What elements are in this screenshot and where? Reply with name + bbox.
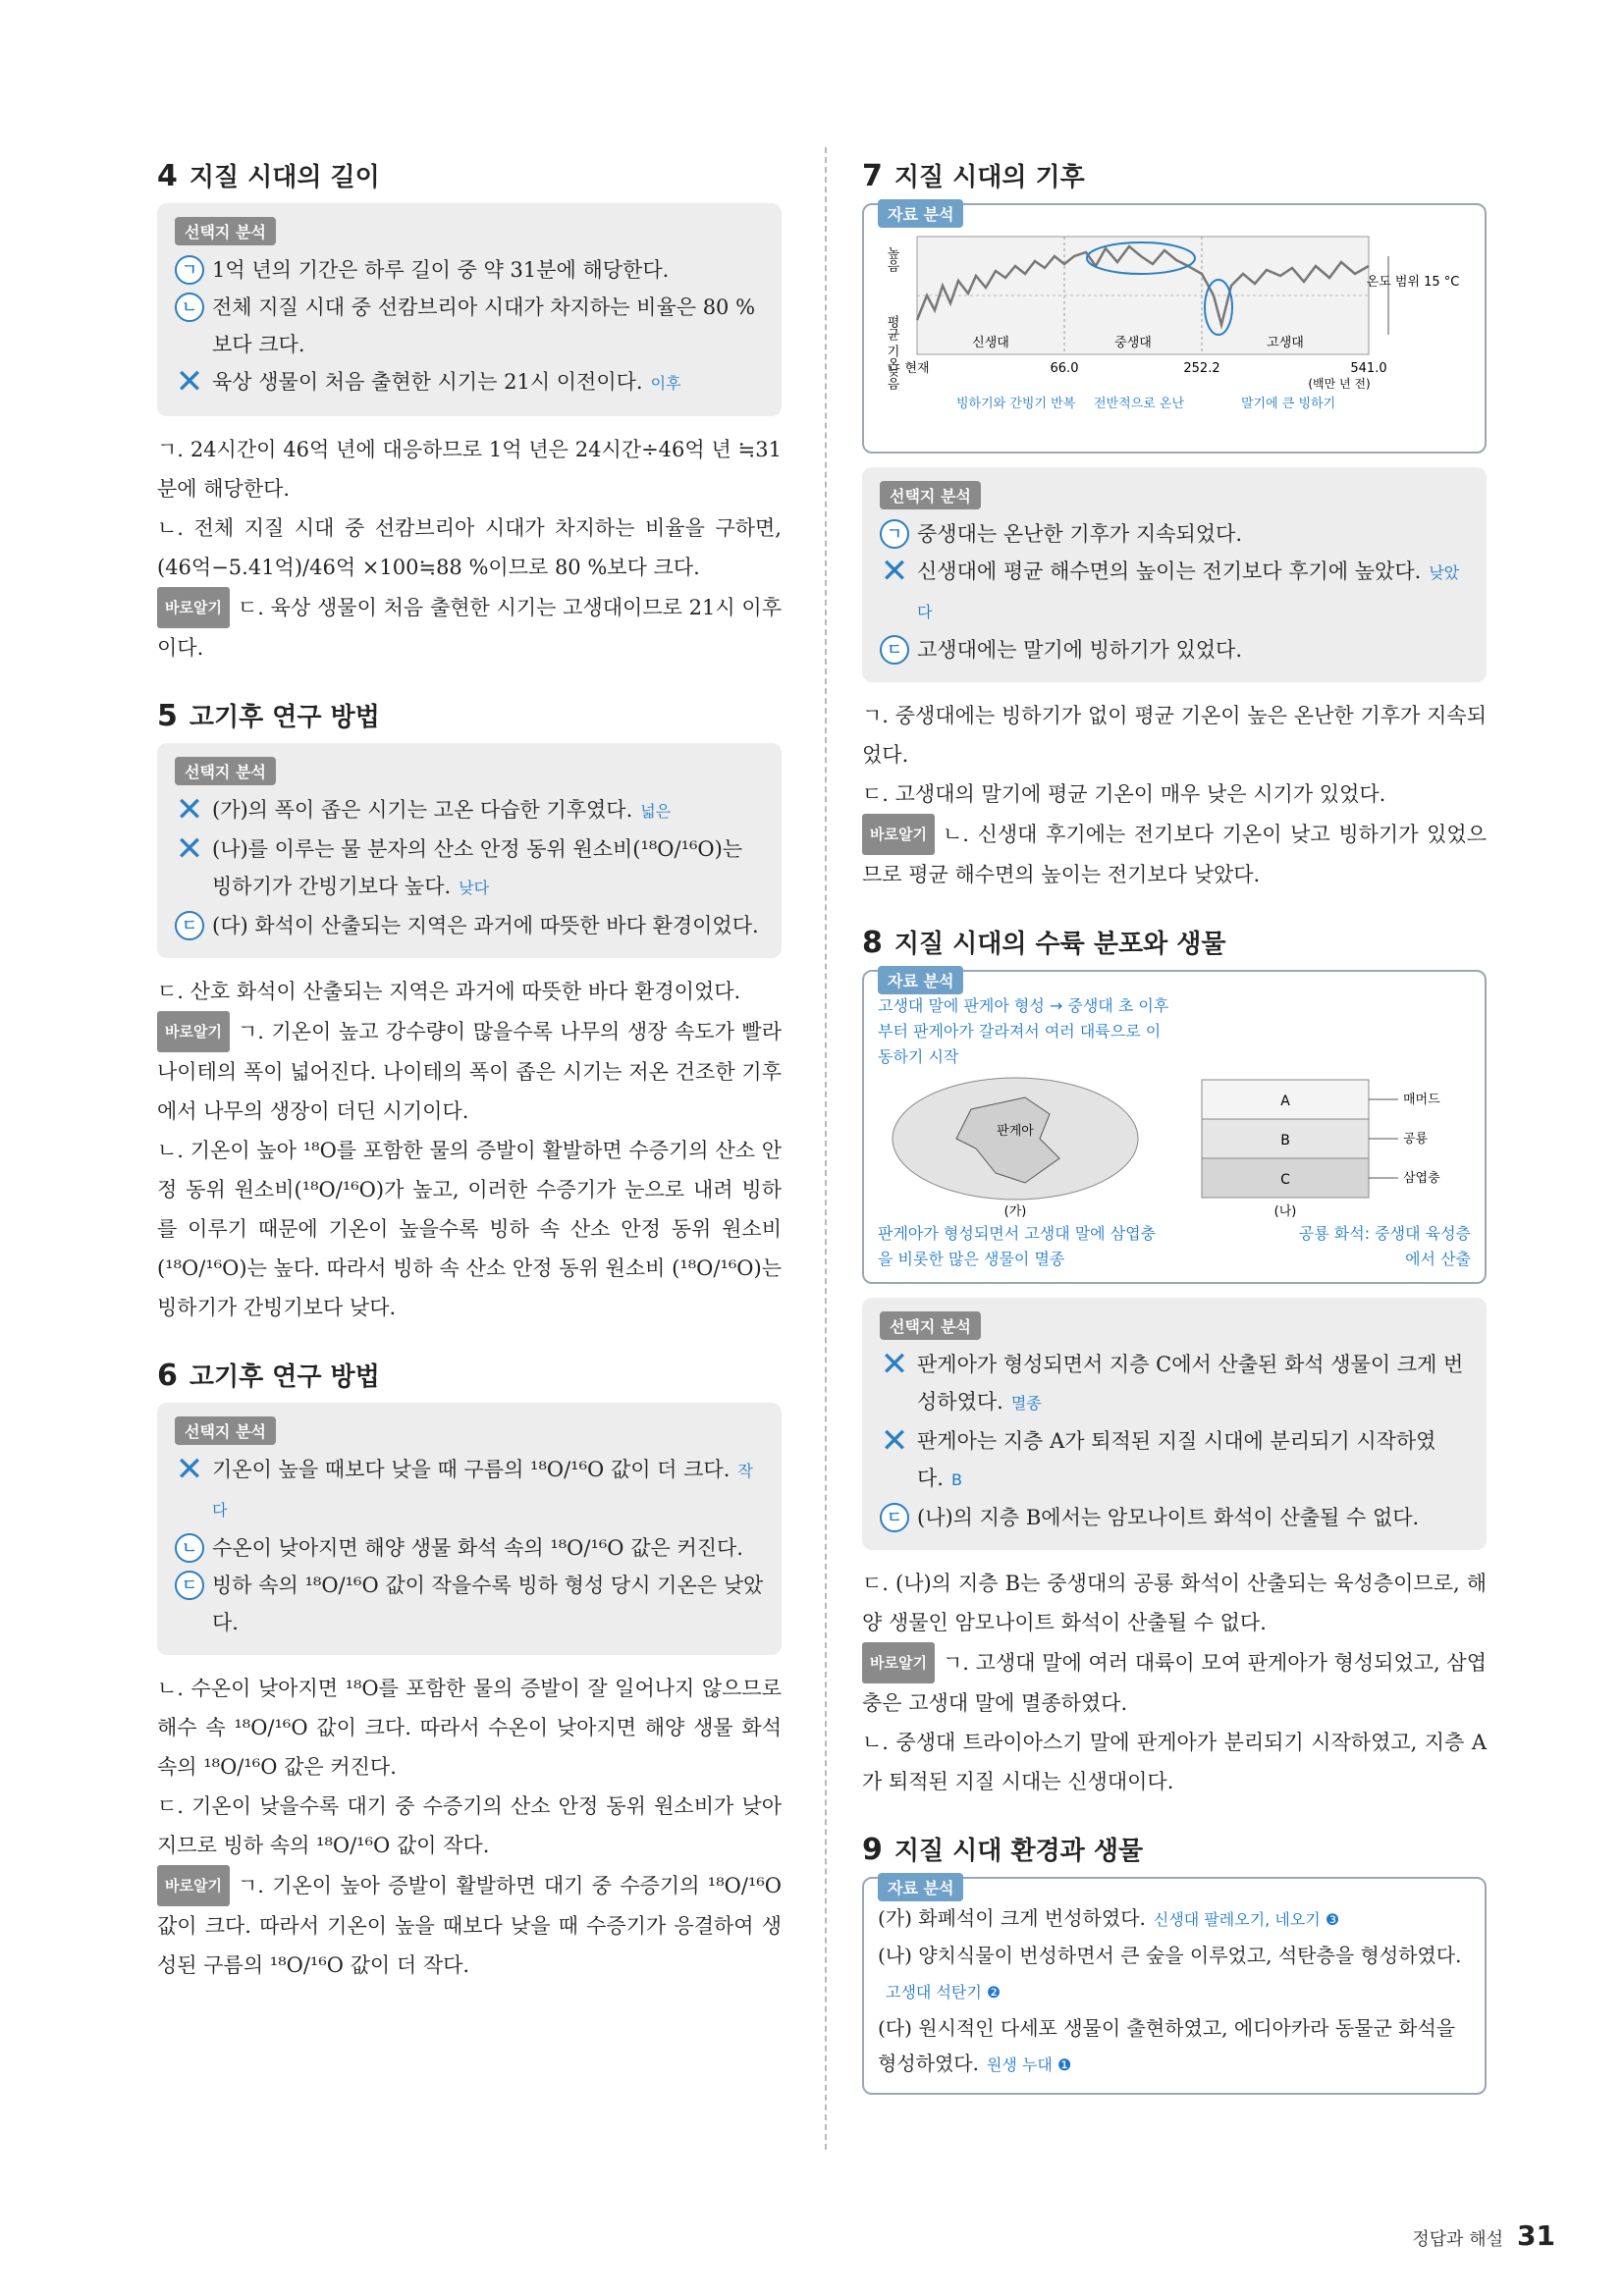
fossil-label: 매머드: [1403, 1093, 1440, 1107]
explanation-paragraph: ㄷ. (나)의 지층 B는 중생대의 공룡 화석이 산출되는 육성층이므로, 해양 생물인 암모나이트 화석이 산출될 수 없다.: [862, 1572, 1487, 1634]
option-row: [880, 1346, 1469, 1422]
option-text: 고생대에는 말기에 빙하기가 있었다.: [917, 638, 1242, 662]
data-analysis-panel: [862, 1877, 1487, 2095]
option-row: [880, 553, 1469, 631]
cross-mark-icon: ✕: [880, 552, 909, 591]
temperature-chart: [878, 227, 1467, 438]
correct-mark-icon: ㄴ: [175, 293, 204, 322]
correct-mark-icon: ㄱ: [175, 255, 204, 285]
correct-mark-icon: ㄷ: [175, 1571, 204, 1600]
option-text: (나)의 지층 B에서는 암모나이트 화석이 산출될 수 없다.: [917, 1506, 1420, 1529]
correct-mark-icon: ㄷ: [880, 1503, 909, 1532]
option-row: [175, 363, 764, 402]
info-item: (나) 양치식물이 번성하면서 큰 숲을 이루었고, 석탄층을 형성하였다.고생대 석탄기 ❷: [878, 1944, 1462, 2002]
option-text: 육상 생물이 처음 출현한 시기는 21시 이전이다. 이후: [212, 370, 681, 394]
option-text: 수온이 낮아지면 해양 생물 화석 속의 ¹⁸O/¹⁶O 값은 커진다.: [212, 1536, 743, 1560]
y-high-label: 높음: [884, 246, 899, 272]
cross-mark-icon: ✕: [880, 1421, 909, 1461]
layer-label: C: [1280, 1172, 1290, 1188]
section-title-text: 지질 시대의 기후: [893, 163, 1085, 192]
explanation-paragraph: ㄱ. 24시간이 46억 년에 대응하므로 1억 년은 24시간÷46억 년 ≒31분에 해당한다.: [157, 438, 782, 501]
option-text: 전체 지질 시대 중 선캄브리아 시대가 차지하는 비율은 80 % 보다 크다.: [212, 295, 756, 356]
correction-text: 이후: [650, 374, 681, 393]
option-row: [175, 791, 764, 830]
section-title: [862, 157, 1487, 193]
section-6: [157, 1357, 782, 1985]
chart-note: 빙하기와 간빙기 반복: [956, 397, 1076, 411]
footer-text: 정답과 해설: [1412, 2229, 1504, 2250]
option-row: [880, 515, 1469, 553]
option-row: [175, 1567, 764, 1641]
section-8: [862, 924, 1487, 1801]
x-tick: 252.2: [1183, 361, 1220, 376]
y-low-label: 낮음: [884, 364, 899, 390]
correction-tag: 바로알기: [862, 814, 935, 855]
explanation-paragraph: ㄷ. 고생대의 말기에 평균 기온이 매우 낮은 시기가 있었다.: [862, 782, 1386, 806]
info-note: 신생대 팔레오기, 네오기 ❸: [1153, 1910, 1340, 1929]
section-title-text: 지질 시대의 수륙 분포와 생물: [893, 930, 1226, 959]
option-text: (가)의 폭이 좁은 시기는 고온 다습한 기후였다. 넓은: [212, 798, 672, 822]
explanation-paragraph: ㄷ. 기온이 낮을수록 대기 중 수증기의 산소 안정 동위 원소비가 낮아지므로 빙하 속의 ¹⁸O/¹⁶O 값이 작다.: [157, 1794, 782, 1857]
explanation-paragraph: 바로알기 ㄱ. 기온이 높고 강수량이 많을수록 나무의 생장 속도가 빨라 나이테의 폭이 넓어진다. 나이테의 폭이 좁은 시기는 저온 건조한 기후에서 나무의 생장이 더딘 시기이다.: [157, 1011, 782, 1131]
choice-analysis-box: [157, 203, 782, 416]
explanation-paragraph: ㄴ. 기온이 높아 ¹⁸O를 포함한 물의 증발이 활발하면 수증기의 산소 안정 동위 원소비(¹⁸O/¹⁶O)가 높고, 이러한 수증기가 눈으로 내려 빙하를 이루기 때문에 기온이 높을수록 빙하 속 산소 안정 동위 원소비(¹⁸O/¹⁶O)는 높다. 따라서 빙하 속 산소 안정 동위 원소비 (¹⁸O/¹⁶O)는 빙하기가 간빙기보다 낮다.: [157, 1139, 782, 1319]
correct-mark-icon: ㄱ: [880, 519, 909, 549]
layer-label: B: [1280, 1133, 1290, 1148]
choice-analysis-badge: 선택지 분석: [880, 481, 981, 509]
era-label: 고생대: [1267, 336, 1304, 350]
data-analysis-panel: [862, 203, 1487, 454]
cross-mark-icon: ✕: [175, 362, 204, 401]
choice-analysis-box: [862, 467, 1487, 682]
choice-analysis-box: [862, 1298, 1487, 1550]
option-text: 판게아는 지층 A가 퇴적된 지질 시대에 분리되기 시작하였다. B: [917, 1429, 1436, 1490]
info-item: (다) 원시적인 다세포 생물이 출현하였고, 에디아카라 동물군 화석을 형성하였다. 원생 누대 ❶: [878, 2016, 1456, 2075]
y-axis-label: 평균 기온: [884, 315, 899, 371]
option-row: [880, 1499, 1469, 1536]
explanation-paragraph: 바로알기 ㄱ. 고생대 말에 여러 대륙이 모여 판게아가 형성되었고, 삼엽충은 고생대 말에 멸종하였다.: [862, 1642, 1487, 1723]
section-number: 6: [157, 1359, 178, 1393]
section-number: 9: [862, 1833, 883, 1867]
correction-text: 낮다: [459, 879, 490, 897]
option-row: [175, 289, 764, 363]
correct-mark-icon: ㄴ: [175, 1533, 204, 1563]
left-column: [157, 157, 782, 2014]
cross-mark-icon: ✕: [175, 1450, 204, 1489]
correction-tag: 바로알기: [157, 587, 230, 628]
section-number: 4: [157, 159, 178, 193]
correction-tag: 바로알기: [157, 1011, 230, 1052]
choice-analysis-badge: 선택지 분석: [175, 757, 276, 785]
choice-analysis-badge: 선택지 분석: [880, 1311, 981, 1340]
correction-text: 멸종: [1010, 1394, 1042, 1413]
section-7: [862, 157, 1487, 894]
era-label: 중생대: [1114, 336, 1152, 350]
choice-analysis-box: [157, 1403, 782, 1655]
option-row: [175, 907, 764, 944]
section-title-text: 고기후 연구 방법: [189, 703, 380, 732]
info-note: 고생대 석탄기 ❷: [886, 1983, 1001, 2002]
column-divider: [825, 147, 827, 2150]
chart-note: 전반적으로 온난: [1094, 397, 1185, 411]
explanation-paragraph: ㄴ. 전체 지질 시대 중 선캄브리아 시대가 차지하는 비율을 구하면, (46억−5.41억)/46억 ×100≒88 %이므로 80 %보다 크다.: [157, 516, 782, 579]
section-9: [862, 1831, 1487, 2095]
section-number: 7: [862, 159, 883, 193]
cross-mark-icon: ✕: [175, 790, 204, 829]
data-analysis-panel: [862, 970, 1487, 1284]
continent-strata-figure: [878, 1070, 1467, 1217]
page-number: 31: [1517, 2219, 1555, 2252]
section-title-text: 지질 시대 환경과 생물: [893, 1837, 1144, 1866]
chart-note: 말기에 큰 빙하기: [1241, 397, 1336, 411]
option-text: 빙하 속의 ¹⁸O/¹⁶O 값이 작을수록 빙하 형성 당시 기온은 낮았다.: [212, 1574, 764, 1634]
section-number: 5: [157, 699, 178, 733]
section-title: [862, 924, 1487, 960]
x-tick: 541.0: [1350, 361, 1387, 376]
explanation-paragraph: 바로알기 ㄴ. 신생대 후기에는 전기보다 기온이 낮고 빙하기가 있었으므로 평균 해수면의 높이는 전기보다 낮았다.: [862, 814, 1487, 894]
correct-mark-icon: ㄷ: [175, 911, 204, 940]
correction-tag: 바로알기: [157, 1865, 230, 1906]
fossil-label: 삼엽충: [1403, 1171, 1440, 1186]
cross-mark-icon: ✕: [880, 1345, 909, 1384]
explanation-paragraph: 바로알기 ㄷ. 육상 생물이 처음 출현한 시기는 고생대이므로 21시 이후이다.: [157, 587, 782, 667]
section-title: [862, 1831, 1487, 1867]
option-text: (다) 화석이 산출되는 지역은 과거에 따뜻한 바다 환경이었다.: [212, 914, 759, 937]
section-number: 8: [862, 926, 883, 960]
x-unit: (백만 년 전): [1308, 377, 1371, 391]
option-text: 1억 년의 기간은 하루 길이 중 약 31분에 해당한다.: [212, 258, 670, 282]
option-row: [175, 830, 764, 907]
figure-note: 판게아가 형성되면서 고생대 말에 삼엽충을 비롯한 많은 생물이 멸종: [878, 1224, 1157, 1268]
page-footer: [1412, 2219, 1555, 2252]
section-title: [157, 1357, 782, 1393]
cross-mark-icon: ✕: [175, 829, 204, 869]
option-row: [880, 631, 1469, 668]
option-row: [880, 1422, 1469, 1499]
section-title: [157, 157, 782, 193]
layer-label: A: [1280, 1094, 1290, 1109]
option-text: 판게아가 형성되면서 지층 C에서 산출된 화석 생물이 크게 번성하였다. 멸종: [917, 1353, 1464, 1414]
correction-text: 넓은: [640, 802, 672, 821]
correct-mark-icon: ㄷ: [880, 635, 909, 665]
option-text: 중생대는 온난한 기후가 지속되었다.: [917, 522, 1242, 546]
explanation-paragraph: ㄴ. 중생대 트라이아스기 말에 판게아가 분리되기 시작하였고, 지층 A가 퇴적된 지질 시대는 신생대이다.: [862, 1731, 1487, 1793]
figure-label-na: (나): [1273, 1204, 1297, 1217]
choice-analysis-badge: 선택지 분석: [175, 1416, 276, 1445]
option-text: 기온이 높을 때보다 낮을 때 구름의 ¹⁸O/¹⁶O 값이 더 크다. 작다: [212, 1458, 753, 1520]
option-row: [175, 1529, 764, 1567]
explanation-paragraph: ㄱ. 중생대에는 빙하기가 없이 평균 기온이 높은 온난한 기후가 지속되었다.: [862, 704, 1487, 767]
right-column: [862, 157, 1487, 2124]
correction-text: 작다: [212, 1462, 753, 1520]
explanation-paragraph: 바로알기 ㄱ. 기온이 높아 증발이 활발하면 대기 중 수증기의 ¹⁸O/¹⁶O 값이 크다. 따라서 기온이 높을 때보다 낮을 때 수증기가 응결하여 생성된 구름의 ¹⁸O/¹⁶O 값이 더 작다.: [157, 1865, 782, 1985]
choice-analysis-box: [157, 743, 782, 958]
data-analysis-badge: 자료 분석: [878, 199, 963, 228]
range-label: 온도 범위 15 °C: [1366, 275, 1460, 290]
section-5: [157, 697, 782, 1327]
option-text: 신생대에 평균 해수면의 높이는 전기보다 후기에 높았다. 낮았다: [917, 560, 1460, 621]
option-row: [175, 1451, 764, 1529]
correction-tag: 바로알기: [862, 1642, 935, 1683]
section-title-text: 지질 시대의 길이: [189, 163, 380, 192]
x-tick: 66.0: [1050, 361, 1079, 376]
option-text: (나)를 이루는 물 분자의 산소 안정 동위 원소비(¹⁸O/¹⁶O)는 빙하기가 간빙기보다 높다. 낮다: [212, 837, 743, 898]
section-4: [157, 157, 782, 667]
x-tick: 현재: [904, 361, 930, 376]
pangaea-label: 판게아: [997, 1124, 1034, 1139]
info-note: 원생 누대 ❶: [986, 2056, 1072, 2074]
section-title-text: 고기후 연구 방법: [189, 1362, 380, 1392]
correction-text: 낮았다: [917, 563, 1460, 621]
figure-note: 공룡 화석: 중생대 육성층에서 산출: [1298, 1224, 1471, 1268]
era-label: 신생대: [972, 336, 1009, 350]
choice-analysis-badge: 선택지 분석: [175, 217, 276, 245]
figure-note: 고생대 말에 판게아 형성 → 중생대 초 이후부터 판게아가 갈라져서 여러 대륙으로 이동하기 시작: [878, 996, 1169, 1066]
explanation-paragraph: ㄷ. 산호 화석이 산출되는 지역은 과거에 따뜻한 바다 환경이었다.: [157, 980, 741, 1003]
correction-text: B: [950, 1470, 962, 1489]
info-item: (가) 화폐석이 크게 번성하였다. 신생대 팔레오기, 네오기 ❸: [878, 1906, 1340, 1930]
option-row: [175, 251, 764, 289]
fossil-label: 공룡: [1403, 1132, 1429, 1147]
data-analysis-badge: 자료 분석: [878, 1873, 963, 1901]
figure-label-ga: (가): [1003, 1204, 1027, 1217]
section-title: [157, 697, 782, 733]
data-analysis-badge: 자료 분석: [878, 966, 963, 994]
explanation-paragraph: ㄴ. 수온이 낮아지면 ¹⁸O를 포함한 물의 증발이 잘 일어나지 않으므로 해수 속 ¹⁸O/¹⁶O 값이 크다. 따라서 수온이 낮아지면 해양 생물 화석 속의 ¹⁸O/¹⁶O 값은 커진다.: [157, 1677, 782, 1779]
